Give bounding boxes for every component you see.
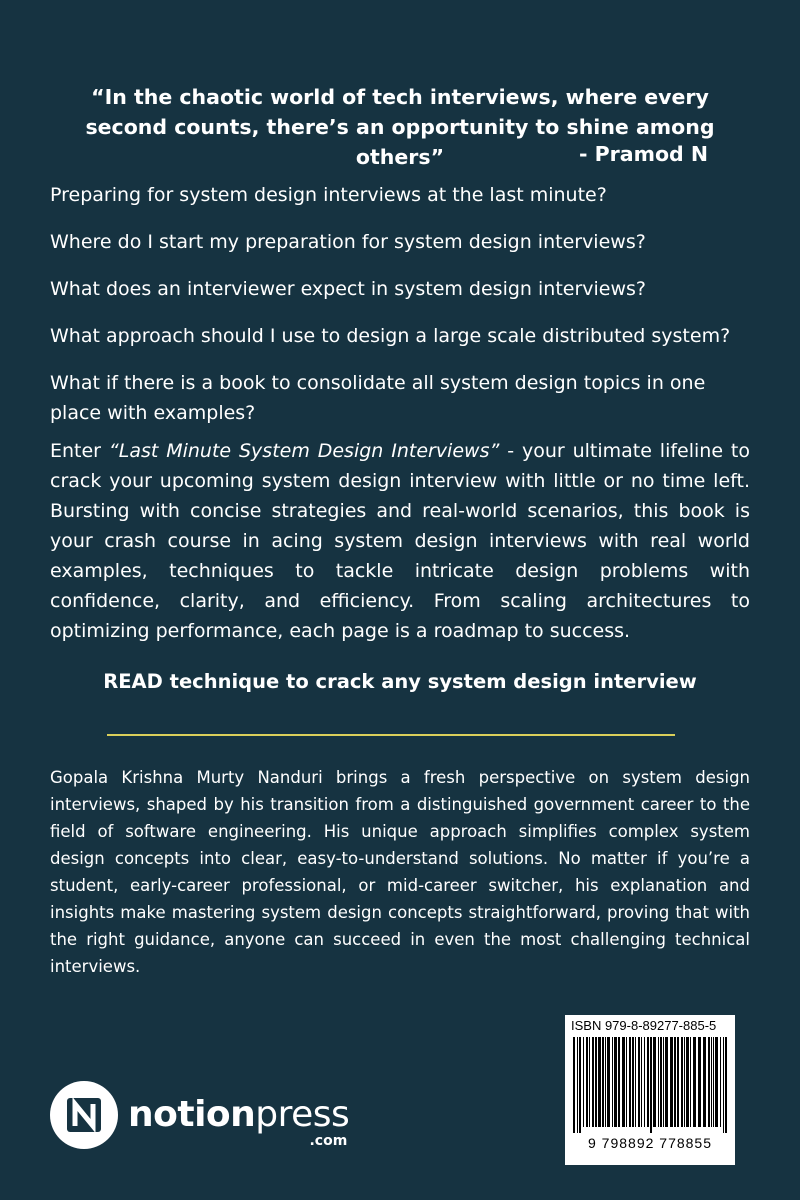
barcode-bar	[698, 1037, 701, 1127]
question-item: What approach should I use to design a large scale distributed system?	[50, 325, 731, 347]
barcode-bar	[614, 1037, 617, 1127]
barcode-bar	[573, 1037, 575, 1133]
publisher-brand	[50, 1080, 349, 1150]
isbn-digits: 9 798892 778855	[588, 1135, 712, 1151]
barcode-bar	[653, 1037, 656, 1127]
barcode-bar	[583, 1037, 584, 1127]
barcode-bar	[632, 1037, 634, 1127]
question-item: What does an interviewer expect in system design interviews?	[50, 278, 647, 300]
question-item: What if there is a book to consolidate all system design topics in one place with examples?	[50, 372, 706, 424]
pitch-prefix: Enter	[50, 440, 109, 462]
barcode-bar	[605, 1037, 606, 1127]
book-pitch	[50, 436, 750, 646]
author-bio: Gopala Krishna Murty Nanduri brings a fresh perspective on system design interviews, shaped by his transition from a distinguished government career to the field of software engineering. His unique approach simplifies complex system design concepts into clear, easy-to-understand solutions. No matter if you’re a student, early-career professional, or mid-career switcher, his explanation and insights make mastering system design concepts straightforward, proving that with the right guidance, anyone can succeed in even the most challenging technical interviews.	[50, 768, 750, 976]
barcode-bar	[684, 1037, 685, 1127]
publisher-name-part2: press	[255, 1094, 350, 1135]
barcode-bar	[658, 1037, 659, 1127]
barcode-bar	[674, 1037, 676, 1127]
barcode-bar	[713, 1037, 714, 1127]
barcode-bar	[677, 1037, 679, 1127]
barcode-bar	[723, 1037, 724, 1133]
barcode-bar	[602, 1037, 604, 1127]
isbn-label: ISBN 979-8-89277-885-5	[571, 1018, 717, 1033]
publisher-domain: .com	[309, 1133, 348, 1149]
barcode-bar	[650, 1037, 652, 1133]
barcode-bar	[579, 1037, 581, 1133]
barcode-bar	[577, 1037, 578, 1133]
barcode-bar	[586, 1037, 588, 1127]
section-divider	[107, 734, 675, 736]
barcode-bar	[647, 1037, 649, 1127]
barcode-bar	[660, 1037, 662, 1127]
question-item: Where do I start my preparation for system design interviews?	[50, 231, 646, 253]
read-technique-heading: READ technique to crack any system design interview	[103, 670, 697, 693]
pitch-body: - your ultimate lifeline to crack your upcoming system design interview with little or no time left. Bursting with concise strategies and real-world scenarios, this book is your crash course in acing system design interviews with real world examples, techniques to tackle intricate design problems with confidence, clarity, and efficiency. From scaling architectures to optimizing performance, each page is a roadmap to success.	[50, 440, 750, 642]
barcode-bar	[638, 1037, 640, 1127]
barcode-bar	[589, 1037, 590, 1127]
barcode-bar	[644, 1037, 645, 1127]
barcode-bar	[626, 1037, 627, 1127]
barcode-bar	[595, 1037, 597, 1127]
barcode-bar	[715, 1037, 718, 1127]
barcode-bars	[571, 1037, 729, 1133]
barcode-bar	[612, 1037, 613, 1127]
barcode-bar	[665, 1037, 668, 1127]
barcode-bar	[703, 1037, 706, 1127]
barcode-bar	[725, 1037, 727, 1133]
barcode-bar	[690, 1037, 691, 1127]
barcode-bar	[663, 1037, 664, 1127]
barcode-bar	[720, 1037, 721, 1127]
barcode-bar	[641, 1037, 642, 1127]
publisher-name	[128, 1095, 349, 1135]
barcode-bar	[681, 1037, 683, 1127]
barcode-bar	[607, 1037, 610, 1127]
barcode-bar	[629, 1037, 631, 1127]
barcode-bar	[635, 1037, 636, 1127]
barcode-bar	[711, 1037, 712, 1127]
publisher-name-part1: notion	[128, 1094, 256, 1135]
barcode-bar	[708, 1037, 710, 1127]
barcode-bar	[693, 1037, 696, 1127]
barcode-bar	[618, 1037, 620, 1127]
barcode-bar	[670, 1037, 673, 1127]
barcode-bar	[622, 1037, 625, 1127]
barcode-bar	[592, 1037, 594, 1127]
notionpress-logo-icon	[50, 1081, 118, 1149]
quote-author: - Pramod N	[578, 142, 708, 166]
question-item: Preparing for system design interviews at the last minute?	[50, 184, 607, 206]
barcode-bar	[598, 1037, 601, 1127]
barcode-bar	[686, 1037, 689, 1127]
back-cover-quote: “In the chaotic world of tech interviews, where every second counts, there’s an opportunity to shine among others”	[85, 85, 715, 169]
question-list	[50, 180, 750, 445]
isbn-barcode	[565, 1015, 735, 1165]
book-title: “Last Minute System Design Interviews”	[108, 440, 500, 462]
